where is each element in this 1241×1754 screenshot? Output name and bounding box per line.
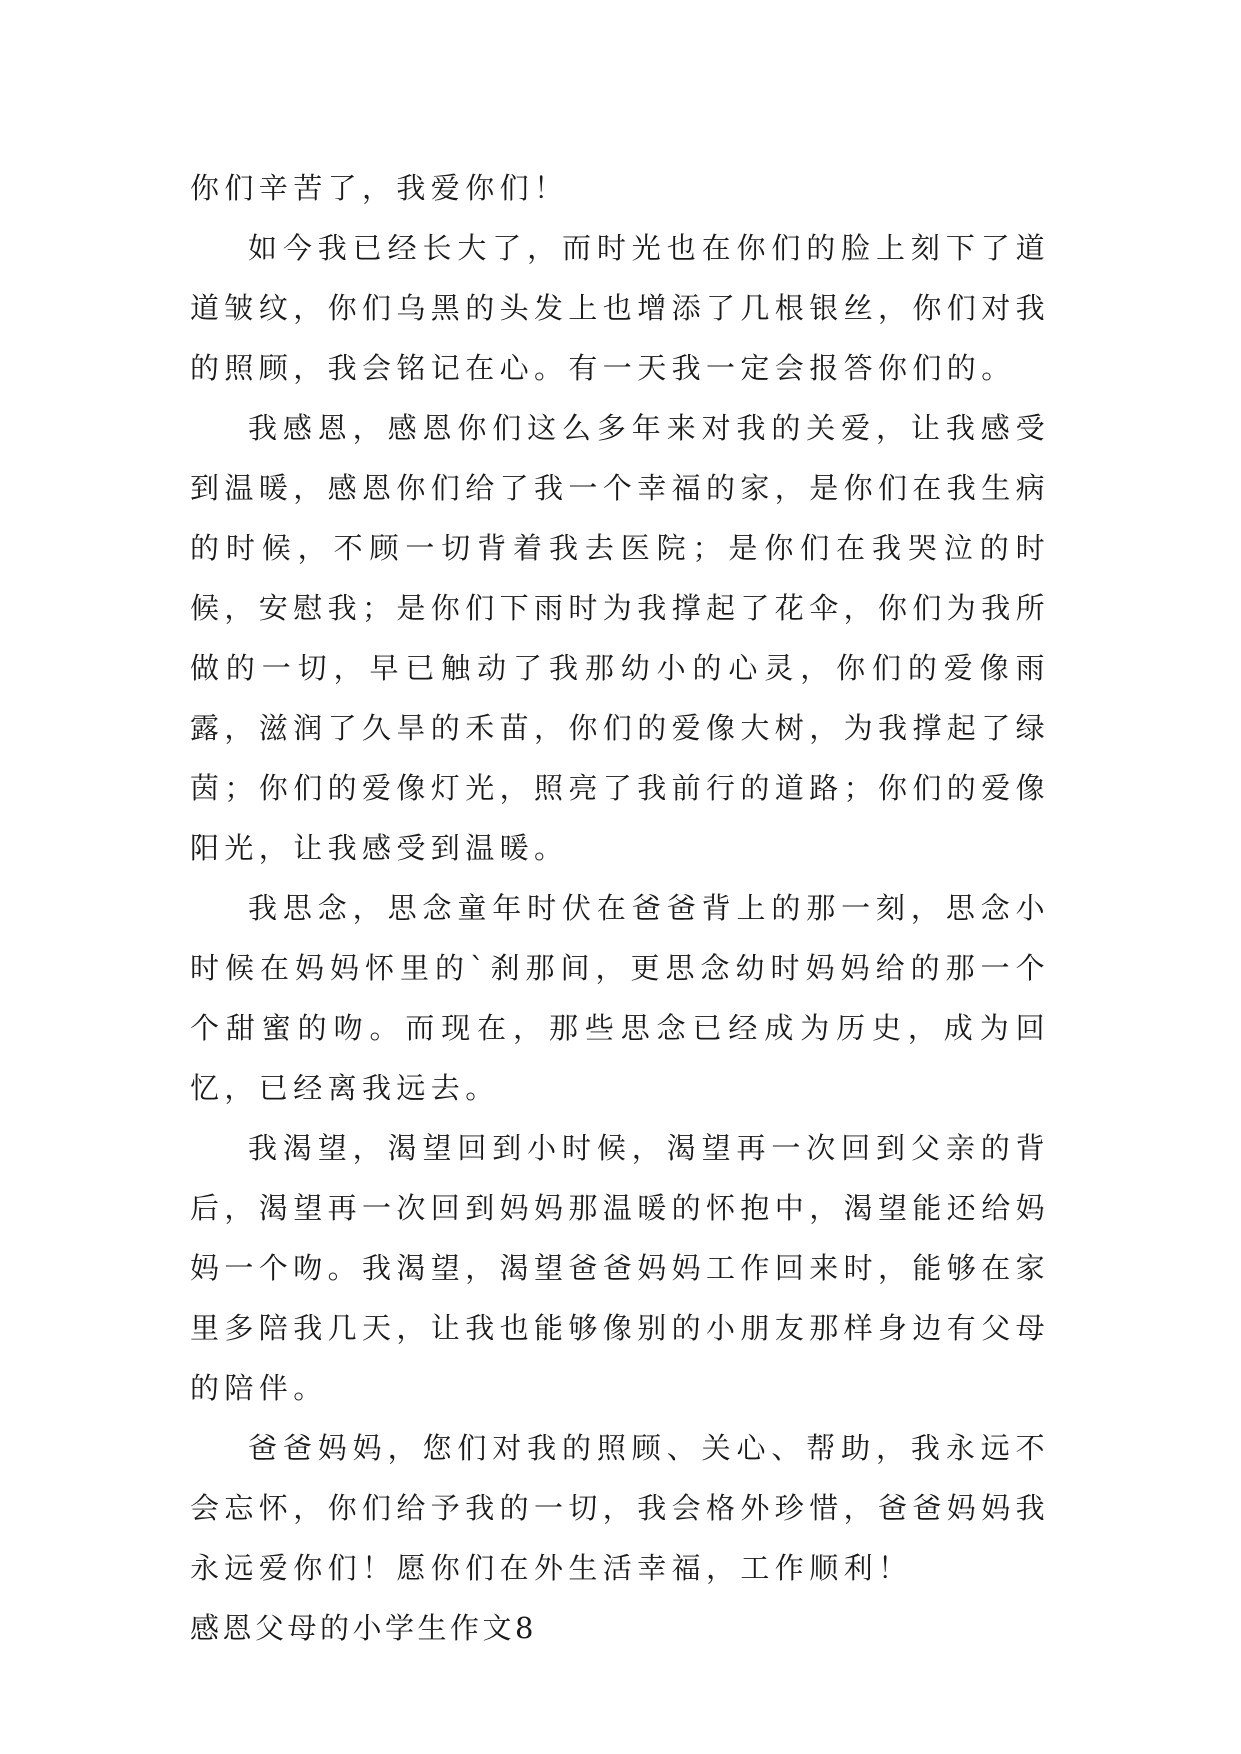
- paragraph: 我渴望，渴望回到小时候，渴望再一次回到父亲的背后，渴望再一次回到妈妈那温暖的怀抱中，渴望能还给妈妈一个吻。我渴望，渴望爸爸妈妈工作回来时，能够在家里多陪我几天，让我也能够像别的小朋友那样身边有父母的陪伴。: [190, 1131, 1051, 1405]
- paragraph: 我思念，思念童年时伏在爸爸背上的那一刻，思念小时候在妈妈怀里的`刹那间，更思念幼时妈妈给的那一个个甜蜜的吻。而现在，那些思念已经成为历史，成为回忆，已经离我远去。: [190, 891, 1050, 1105]
- paragraph: 如今我已经长大了，而时光也在你们的脸上刻下了道道皱纹，你们乌黑的头发上也增添了几根银丝，你们对我的照顾，我会铭记在心。有一天我一定会报答你们的。: [190, 231, 1051, 385]
- paragraph: 爸爸妈妈，您们对我的照顾、关心、帮助，我永远不会忘怀，你们给予我的一切，我会格外珍惜，爸爸妈妈我永远爱你们！愿你们在外生活幸福，工作顺利！: [190, 1431, 1051, 1585]
- paragraph: 你们辛苦了，我爱你们！: [190, 171, 569, 205]
- section-heading: 感恩父母的小学生作文8: [190, 1611, 537, 1645]
- document-body: [190, 158, 1050, 1658]
- paragraph: 我感恩，感恩你们这么多年来对我的关爱，让我感受到温暖，感恩你们给了我一个幸福的家，是你们在我生病的时候，不顾一切背着我去医院；是你们在我哭泣的时候，安慰我；是你们下雨时为我撑起了花伞，你们为我所做的一切，早已触动了我那幼小的心灵，你们的爱像雨露，滋润了久旱的禾苗，你们的爱像大树，为我撑起了绿茵；你们的爱像灯光，照亮了我前行的道路；你们的爱像阳光，让我感受到温暖。: [190, 411, 1051, 865]
